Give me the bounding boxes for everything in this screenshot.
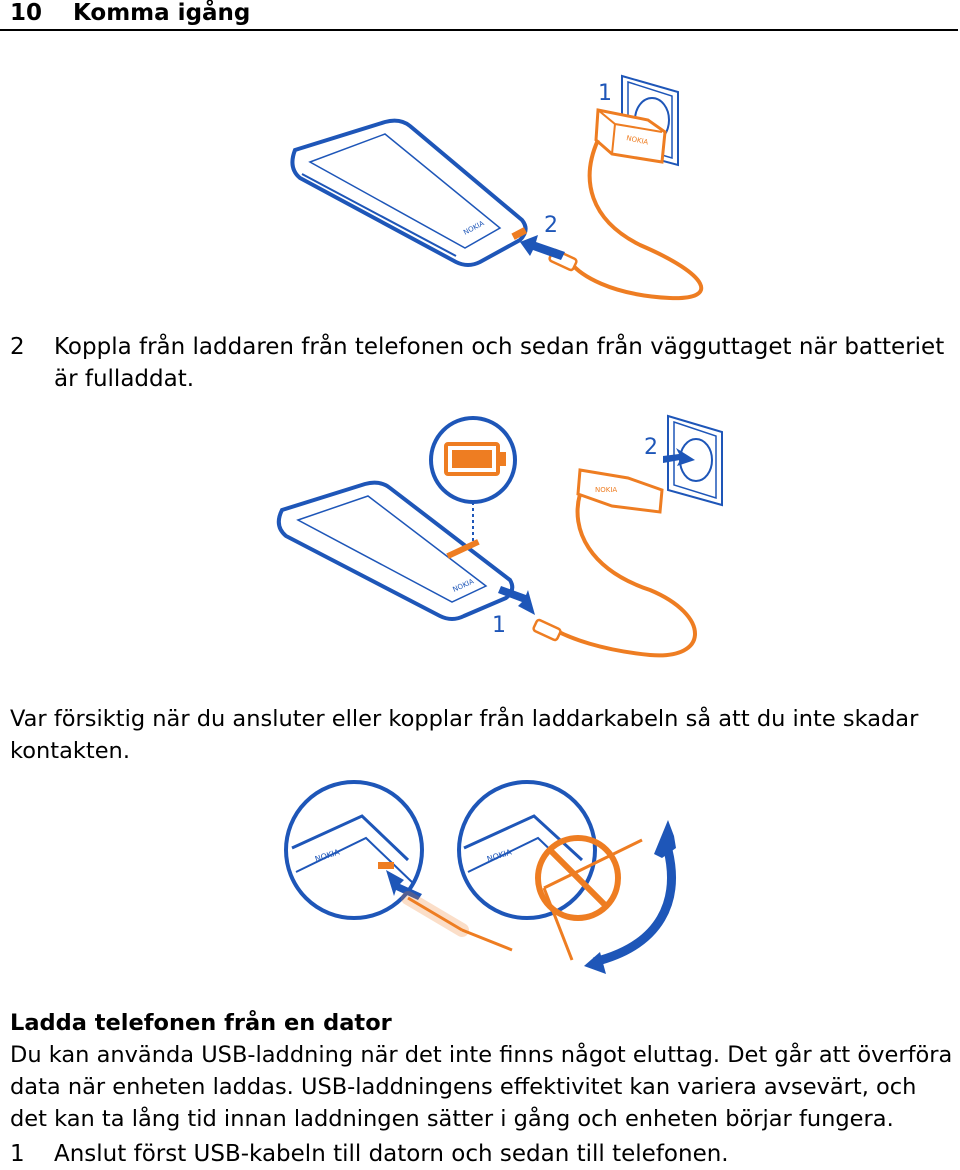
step-text: Koppla från laddaren från telefonen och sedan från vägguttaget när batteriet är fulladdat. [54,334,945,392]
phone-brand: NOKIA [313,847,341,864]
insert-arrow-icon [520,235,565,260]
charger-connect-illustration [280,70,730,305]
phone-brand: NOKIA [451,577,476,594]
step-number: 1 [10,1141,25,1167]
usb-plug [533,619,562,641]
charger-brand: NOKIA [625,134,649,147]
step-label-1: 1 [598,81,612,106]
page-header [0,0,958,31]
section-heading: Ladda telefonen från en dator [10,1010,392,1036]
step-text: Anslut först USB-kabeln till datorn och sedan till telefonen. [54,1141,729,1167]
phone-brand: NOKIA [462,219,486,237]
phone-brand: NOKIA [485,847,513,864]
charger-cable [570,140,701,298]
charger-disconnect-illustration [270,410,730,665]
step-number: 2 [10,334,25,360]
warning-text: Var försiktig när du ansluter eller kopplar från laddarkabeln så att du inte skadar kontakten. [10,706,919,764]
section-body: Du kan använda USB-laddning när det inte finns något eluttag. Det går att överföra data när enheten laddas. USB-laddningens effektivitet kan variera avsevärt, och det kan ta lång tid innan laddningen sätter i gång och enheten börjar fungera. [10,1042,953,1132]
charger-brand: NOKIA [595,486,618,494]
connector-care-illustration [282,780,682,980]
step-1 [10,1138,954,1170]
step-label-2: 2 [644,435,658,460]
step-label-1: 1 [492,613,506,638]
page-number: 10 [10,0,43,26]
step-label-2: 2 [544,213,558,238]
charger-cable [555,494,695,655]
chapter-title: Komma igång [73,0,251,26]
phone-icon [292,121,527,265]
charger-icon [578,470,662,512]
step-2 [10,331,954,395]
